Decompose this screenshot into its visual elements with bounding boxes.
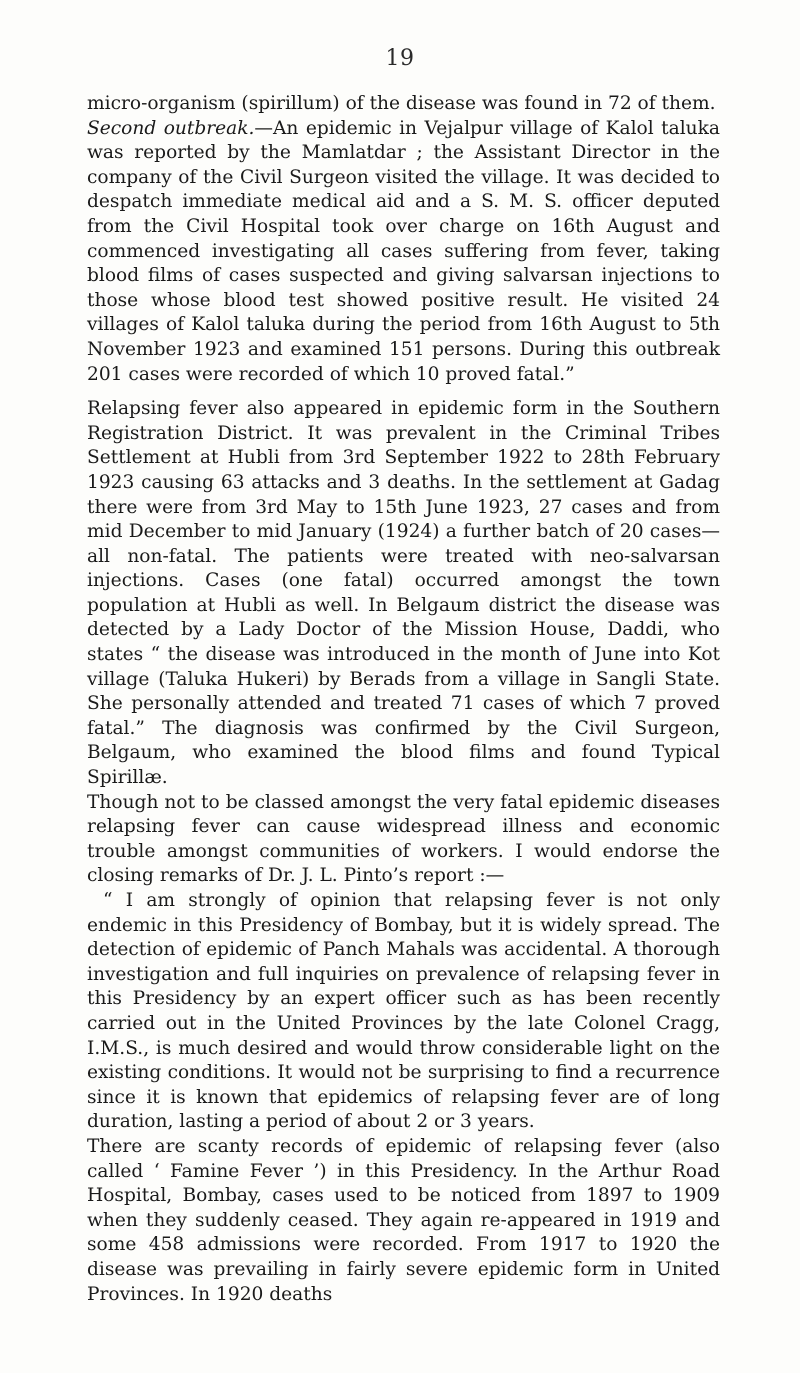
body-text <box>87 92 720 1307</box>
paragraph-relapsing-fever-southern: Relapsing fever also appeared in epidemic form in the Southern Registration District. It was prevalent in the Criminal Tribes Settlement at Hubli from 3rd September 1922 to 28th February 1923 causing 63 attacks and 3 deaths. In the settlement at Gadag there were from 3rd May to 15th June 1923, 27 cases and from mid December to mid January (1924) a further batch of 20 cases—all non-fatal. The patients were treated with neo-salvarsan injections. Cases (one fatal) occurred amongst the town population at Hubli as well. In Belgaum district the disease was detected by a Lady Doctor of the Mission House, Daddi, who states “ the disease was introduced in the month of June into Kot village (Taluka Hukeri) by Berads from a village in Sangli State. She personally attended and treated 71 cases of which 7 proved fatal.” The diagnosis was confirmed by the Civil Surgeon, Belgaum, who examined the blood films and found Typical Spirillæ. <box>87 398 720 789</box>
section-heading-second-outbreak: Second outbreak. <box>87 117 255 139</box>
paragraph-continuation: micro-organism (spirillum) of the disease was found in 72 of them. <box>87 93 716 114</box>
paragraph-spacer <box>87 387 720 397</box>
page-number: 19 <box>385 46 415 71</box>
paragraph-scanty-records: There are scanty records of epidemic of relapsing fever (also called ‘ Famine Fever ’) in this Presidency. In the Arthur Road Hospital, Bombay, cases used to be noticed from 1897 to 1909 when they suddenly ceased. They again re-appeared in 1919 and some 458 admissions were recorded. From 1917 to 1920 the disease was prevailing in fairly severe epidemic form in United Provinces. In 1920 deaths <box>87 1135 720 1305</box>
paragraph-second-outbreak <box>87 117 720 388</box>
paragraph-pinto-quote: “ I am strongly of opinion that relapsing fever is not only endemic in this Presidency of Bombay, but it is widely spread. The detection of epidemic of Panch Mahals was accidental. A thorough investigation and full inquiries on prevalence of relapsing fever in this Presidency by an expert officer such as has been recently carried out in the United Provinces by the late Colonel Cragg, I.M.S., is much desired and would throw considerable light on the existing conditions. It would not be surprising to find a recurrence since it is known that epidemics of relapsing fever are of long duration, lasting a period of about 2 or 3 years. <box>87 890 720 1133</box>
paragraph-economic-trouble: Though not to be classed amongst the very fatal epidemic diseases relapsing fever can cause widespread illness and economic trouble amongst communities of workers. I would endorse the closing remarks of Dr. J. L. Pinto’s report :— <box>87 791 720 887</box>
paragraph-second-outbreak-body: —An epidemic in Vejalpur village of Kalol taluka was reported by the Mamlatdar ; the Assistant Director in the company of the Civil Surgeon visited the village. It was decided to despatch immediate medical aid and a S. M. S. officer deputed from the Civil Hospital took over charge on 16th August and commenced investigating all cases suffering from fever, taking blood films of cases suspected and giving salvarsan injections to those whose blood test showed positive result. He visited 24 villages of Kalol taluka during the period from 16th August to 5th November 1923 and examined 151 persons. During this outbreak 201 cases were recorded of which 10 proved fatal.” <box>87 117 720 385</box>
